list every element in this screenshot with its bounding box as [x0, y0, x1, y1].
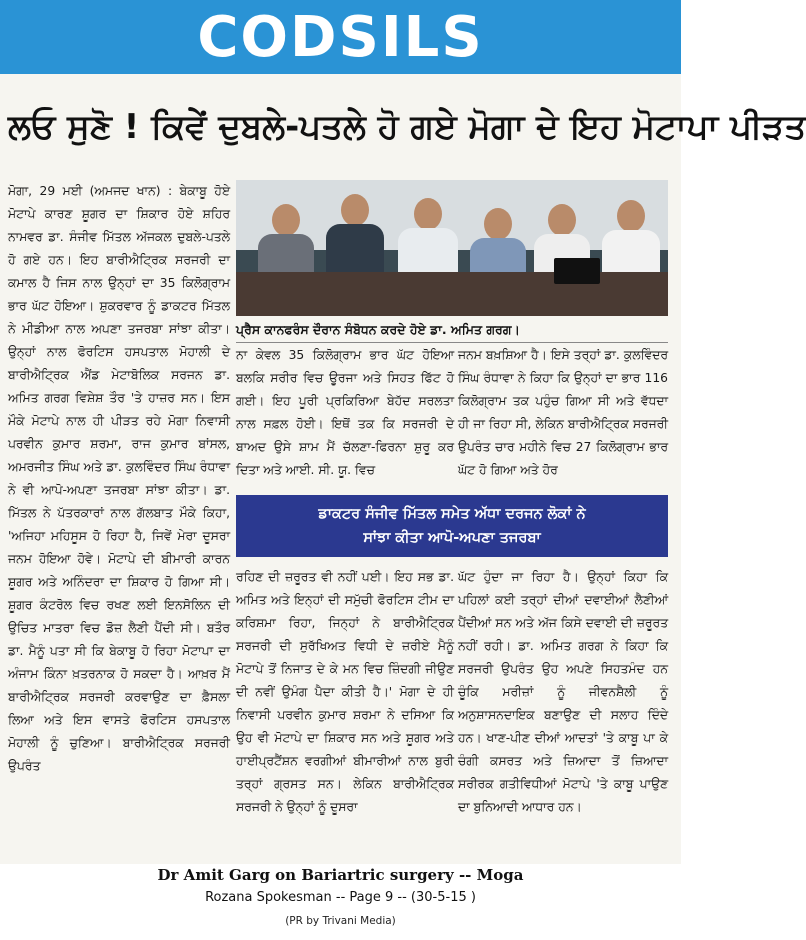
codsils-banner	[0, 0, 681, 74]
article-column-mid-top: ਨਾ ਕੇਵਲ 35 ਕਿਲੋਗ੍ਰਾਮ ਭਾਰ ਘੱਟ ਹੋਇਆ ਬਲਕਿ ਸਰੀਰ ਵਿਚ ਊਰਜਾ ਅਤੇ ਸਿਹਤ ਫਿੱਟ ਹੋ ਗਈ। ਇਹ ਪੂਰੀ ਪ੍ਰਕਿਰਿਆ ਬੇਹੱਦ ਸਰਲਤਾ ਨਾਲ ਸਫ਼ਲ ਹੋਈ। ਇਥੋਂ ਤਕ ਕਿ ਸਰਜਰੀ ਦੇ ਬਾਅਦ ਉਸੇ ਸ਼ਾਮ ਮੈਂ ਚੱਲਣਾ-ਫਿਰਨਾ ਸ਼ੁਰੂ ਕਰ ਦਿਤਾ ਅਤੇ ਆਈ. ਸੀ. ਯੂ. ਵਿਚ	[236, 348, 454, 477]
article-headline: ਲਓ ਸੁਣੋ ! ਕਿਵੇਂ ਦੁਬਲੇ-ਪਤਲੇ ਹੋ ਗਏ ਮੋਗਾ ਦੇ ਇਹ ਮੋਟਾਪਾ ਪੀੜਤ	[8, 107, 806, 147]
footer-title: Dr Amit Garg on Bariartric surgery -- Moga	[157, 866, 524, 884]
press-conference-photo	[236, 180, 668, 316]
callout-box	[236, 495, 668, 557]
callout-line-1: ਡਾਕਟਰ ਸੰਜੀਵ ਮਿੱਤਲ ਸਮੇਤ ਅੱਧਾ ਦਰਜਨ ਲੋਕਾਂ ਨੇ	[318, 506, 586, 522]
article-column-mid-bottom: ਰਹਿਣ ਦੀ ਜ਼ਰੂਰਤ ਵੀ ਨਹੀਂ ਪਈ। ਇਹ ਸਭ ਡਾ. ਅਮਿਤ ਅਤੇ ਇਨ੍ਹਾਂ ਦੀ ਸਮੁੱਚੀ ਫੋਰਟਿਸ ਟੀਮ ਦਾ ਕਰਿਸ਼ਮਾ ਰਿਹਾ, ਜਿਨ੍ਹਾਂ ਨੇ ਬਾਰੀਐਟ੍ਰਿਕ ਸਰਜਰੀ ਦੀ ਸੁਰੱਖਿਅਤ ਵਿਧੀ ਦੇ ਜ਼ਰੀਏ ਮੈਨੂੰ ਮੋਟਾਪੇ ਤੋਂ ਨਿਜਾਤ ਦੇ ਕੇ ਮਨ ਵਿਚ ਜ਼ਿੰਦਗੀ ਜੀਉਣ ਦੀ ਨਵੀਂ ਉਮੰਗ ਪੈਦਾ ਕੀਤੀ ਹੈ।' ਮੋਗਾ ਦੇ ਹੀ ਨਿਵਾਸੀ ਪਰਵੀਨ ਕੁਮਾਰ ਸ਼ਰਮਾ ਨੇ ਦਸਿਆ ਕਿ ਉਹ ਵੀ ਮੋਟਾਪੇ ਦਾ ਸ਼ਿਕਾਰ ਸਨ ਅਤੇ ਸ਼ੂਗਰ ਅਤੇ ਹਾਈਪ੍ਰਟੈਂਸ਼ਨ ਵਰਗੀਆਂ ਬੀਮਾਰੀਆਂ ਨਾਲ ਬੁਰੀ ਤਰ੍ਹਾਂ ਗ੍ਰਸਤ ਸਨ। ਲੇਕਿਨ ਬਾਰੀਐਟ੍ਰਿਕ ਸਰਜਰੀ ਨੇ ਉਨ੍ਹਾਂ ਨੂੰ ਦੂਸਰਾ	[236, 570, 454, 814]
laptop-icon	[554, 258, 600, 284]
article-column-right-bottom: ਘੱਟ ਹੁੰਦਾ ਜਾ ਰਿਹਾ ਹੈ। ਉਨ੍ਹਾਂ ਕਿਹਾ ਕਿ ਪਹਿਲਾਂ ਕਈ ਤਰ੍ਹਾਂ ਦੀਆਂ ਦਵਾਈਆਂ ਲੈਣੀਆਂ ਪੈਂਦੀਆਂ ਸਨ ਅਤੇ ਅੱਜ ਕਿਸੇ ਦਵਾਈ ਦੀ ਜ਼ਰੂਰਤ ਨਹੀਂ ਰਹੀ। ਡਾ. ਅਮਿਤ ਗਰਗ ਨੇ ਕਿਹਾ ਕਿ ਸਰਜਰੀ ਉਪਰੰਤ ਉਹ ਅਪਣੇ ਸਿਹਤਮੰਦ ਹਨ ਚੂੰਕਿ ਮਰੀਜ਼ਾਂ ਨੂੰ ਜੀਵਨਸ਼ੈਲੀ ਨੂੰ ਅਨੁਸ਼ਾਸਨਦਾਇਕ ਬਣਾਉਣ ਦੀ ਸਲਾਹ ਦਿੰਦੇ ਹਨ। ਖਾਣ-ਪੀਣ ਦੀਆਂ ਆਦਤਾਂ 'ਤੇ ਕਾਬੂ ਪਾ ਕੇ ਚੰਗੀ ਕਸਰਤ ਅਤੇ ਜ਼ਿਆਦਾ ਤੋਂ ਜ਼ਿਆਦਾ ਸਰੀਰਕ ਗਤੀਵਿਧੀਆਂ ਮੋਟਾਪੇ 'ਤੇ ਕਾਬੂ ਪਾਉਣ ਦਾ ਬੁਨਿਆਦੀ ਆਧਾਰ ਹਨ।	[458, 570, 668, 814]
photo-table	[236, 272, 668, 316]
article-column-left: ਮੋਗਾ, 29 ਮਈ (ਅਮਜਦ ਖਾਨ) : ਬੇਕਾਬੂ ਹੋਏ ਮੋਟਾਪੇ ਕਾਰਣ ਸ਼ੂਗਰ ਦਾ ਸ਼ਿਕਾਰ ਹੋਏ ਸ਼ਹਿਰ ਨਾਮਵਰ ਡਾ. ਸੰਜੀਵ ਮਿੱਤਲ ਅੱਜਕਲ ਦੁਬਲੇ-ਪਤਲੇ ਹੋ ਗਏ ਹਨ। ਇਹ ਬਾਰੀਐਟ੍ਰਿਕ ਸਰਜਰੀ ਦਾ ਕਮਾਲ ਹੈ ਜਿਸ ਨਾਲ ਉਨ੍ਹਾਂ ਦਾ 35 ਕਿਲੋਗ੍ਰਾਮ ਭਾਰ ਘੱਟ ਹੋਇਆ। ਸ਼ੁਕਰਵਾਰ ਨੂੰ ਡਾਕਟਰ ਮਿੱਤਲ ਨੇ ਮੀਡੀਆ ਨਾਲ ਅਪਣਾ ਤਜਰਬਾ ਸਾਂਝਾ ਕੀਤਾ। ਉਨ੍ਹਾਂ ਨਾਲ ਫੋਰਟਿਸ ਹਸਪਤਾਲ ਮੋਹਾਲੀ ਦੇ ਬਾਰੀਐਟ੍ਰਿਕ ਐਂਡ ਮੇਟਾਬੋਲਿਕ ਸਰਜਨ ਡਾ. ਅਮਿਤ ਗਰਗ ਵਿਸ਼ੇਸ਼ ਤੌਰ 'ਤੇ ਹਾਜ਼ਰ ਸਨ। ਇਸ ਮੌਕੇ ਮੋਟਾਪੇ ਨਾਲ ਹੀ ਪੀੜਤ ਰਹੇ ਮੋਗਾ ਨਿਵਾਸੀ ਪਰਵੀਨ ਕੁਮਾਰ ਸ਼ਰਮਾ, ਰਾਜ ਕੁਮਾਰ ਬਾਂਸਲ, ਅਮਰਜੀਤ ਸਿੰਘ ਅਤੇ ਡਾ. ਕੁਲਵਿੰਦਰ ਸਿੰਘ ਰੰਧਾਵਾ ਨੇ ਵੀ ਆਪੋ-ਅਪਣਾ ਤਜਰਬਾ ਸਾਂਝਾ ਕੀਤਾ। ਡਾ. ਮਿੱਤਲ ਨੇ ਪੱਤਰਕਾਰਾਂ ਨਾਲ ਗੱਲਬਾਤ ਮੌਕੇ ਕਿਹਾ, 'ਅਜਿਹਾ ਮਹਿਸੂਸ ਹੋ ਰਿਹਾ ਹੈ, ਜਿਵੇਂ ਮੇਰਾ ਦੂਸਰਾ ਜਨਮ ਹੋਇਆ ਹੋਵੇ। ਮੋਟਾਪੇ ਦੀ ਬੀਮਾਰੀ ਕਾਰਨ ਸ਼ੂਗਰ ਅਤੇ ਅਨਿੰਦਰਾ ਦਾ ਸ਼ਿਕਾਰ ਹੋ ਗਿਆ ਸੀ। ਸ਼ੂਗਰ ਕੰਟਰੋਲ ਵਿਚ ਰਖਣ ਲਈ ਇਨਸੋਲਿਨ ਦੀ ਉਚਿਤ ਮਾਤਰਾ ਵਿਚ ਡੋਜ਼ ਲੈਣੀ ਪੈਂਦੀ ਸੀ। ਬਤੌਰ ਡਾ. ਮੈਨੂੰ ਪਤਾ ਸੀ ਕਿ ਬੇਕਾਬੂ ਹੋ ਰਿਹਾ ਮੋਟਾਪਾ ਦਾ ਅੰਜਾਮ ਕਿੰਨਾ ਖ਼ਤਰਨਾਕ ਹੋ ਸਕਦਾ ਹੈ। ਆਖ਼ਰ ਮੈਂ ਬਾਰੀਐਟ੍ਰਿਕ ਸਰਜਰੀ ਕਰਵਾਉਣ ਦਾ ਫ਼ੈਸਲਾ ਲਿਆ ਅਤੇ ਇਸ ਵਾਸਤੇ ਫੋਰਟਿਸ ਹਸਪਤਾਲ ਮੋਹਾਲੀ ਨੂੰ ਚੁਣਿਆ। ਬਾਰੀਐਟ੍ਰਿਕ ਸਰਜਰੀ ਉਪਰੰਤ	[8, 184, 230, 773]
article-column-right-top: ਜਨਮ ਬਖ਼ਸ਼ਿਆ ਹੈ। ਇਸੇ ਤਰ੍ਹਾਂ ਡਾ. ਕੁਲਵਿੰਦਰ ਸਿੰਘ ਰੰਧਾਵਾ ਨੇ ਕਿਹਾ ਕਿ ਉਨ੍ਹਾਂ ਦਾ ਭਾਰ 116 ਕਿਲੋਗ੍ਰਾਮ ਤਕ ਪਹੁੰਚ ਗਿਆ ਸੀ ਅਤੇ ਵੱਧਦਾ ਹੀ ਜਾ ਰਿਹਾ ਸੀ, ਲੇਕਿਨ ਬਾਰੀਐਟ੍ਰਿਕ ਸਰਜਰੀ ਉਪਰੰਤ ਚਾਰ ਮਹੀਨੇ ਵਿਚ 27 ਕਿਲੋਗ੍ਰਾਮ ਭਾਰ ਘੱਟ ਹੋ ਗਿਆ ਅਤੇ ਹੋਰ	[458, 348, 668, 477]
photo-caption: ਪ੍ਰੈਸ ਕਾਨਫਰੰਸ ਦੌਰਾਨ ਸੰਬੋਧਨ ਕਰਦੇ ਹੋਏ ਡਾ. ਅਮਿਤ ਗਰਗ।	[236, 318, 668, 343]
callout-line-2: ਸਾਂਝਾ ਕੀਤਾ ਆਪੋ-ਅਪਣਾ ਤਜਰਬਾ	[363, 530, 541, 546]
banner-title: CODSILS	[197, 4, 484, 70]
footer-source: Rozana Spokesman -- Page 9 -- (30-5-15 )	[205, 890, 476, 905]
footer-credit: (PR by Trivani Media)	[285, 915, 396, 927]
photo-person-2	[324, 194, 386, 284]
